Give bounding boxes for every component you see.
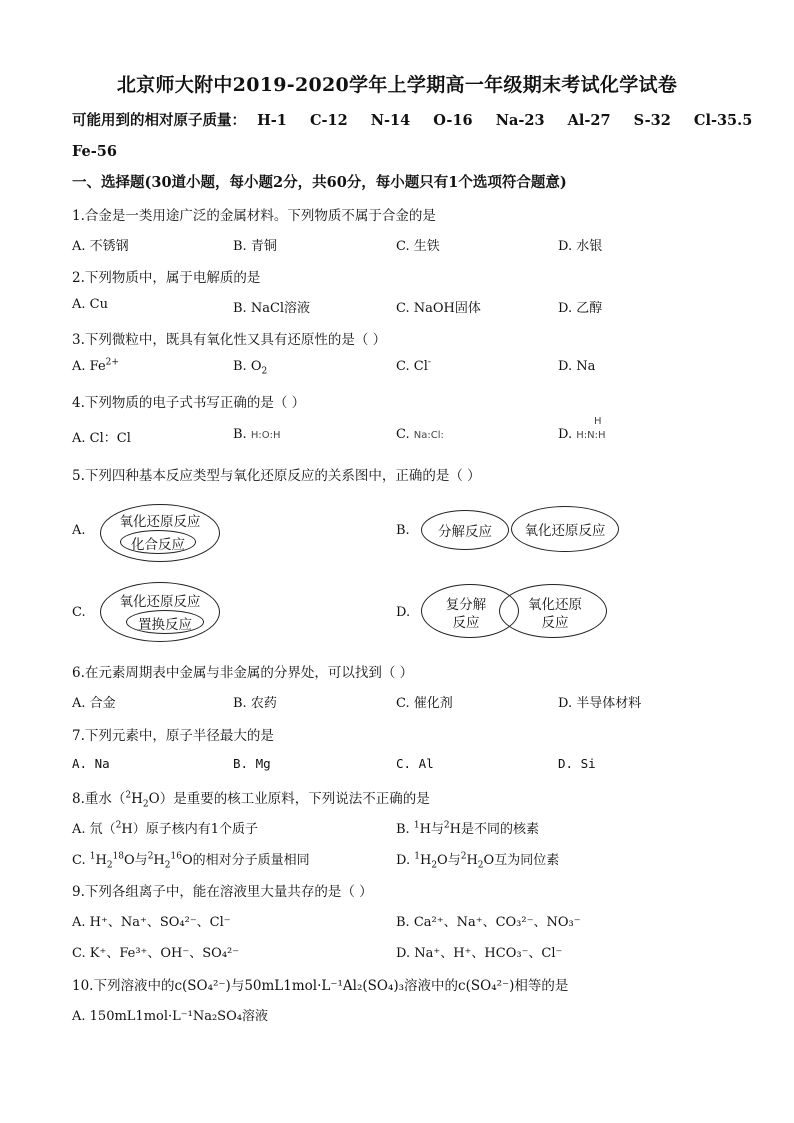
q8-b-mass-1: 1 (413, 820, 420, 831)
atomic-masses (72, 109, 752, 130)
q1-stem: 1.合金是一类用途广泛的金属材料。下列物质不属于合金的是 (72, 208, 436, 224)
q6-option-d: D. 半导体材料 (558, 696, 642, 711)
q5-b-right-label: 氧化还原反应 (524, 523, 606, 539)
q9-option-d: D. Na⁺、H⁺、HCO₃⁻、Cl⁻ (396, 946, 563, 961)
q4-option-d (558, 427, 606, 442)
q9-option-a: A. H⁺、Na⁺、SO₄²⁻、Cl⁻ (72, 915, 231, 930)
q8-d-h2: H (466, 853, 478, 868)
q8-stem-pre: 8.重水（ (72, 791, 126, 807)
q7-option-b: B. Mg (233, 756, 271, 771)
q8-b-pre: B. (396, 822, 414, 837)
q8-c-h: H (95, 853, 107, 868)
q8-d-post: O互为同位素 (483, 853, 560, 868)
q5-d-right-label-2: 反应 (541, 615, 569, 631)
q5-a-outer-label: 氧化还原反应 (119, 514, 201, 530)
q8-stem-h: H (131, 791, 143, 807)
q3-option-a (72, 359, 119, 374)
q3-option-b (233, 359, 268, 377)
q5-d-left-label-1: 复分解 (445, 597, 487, 613)
q8-b-mass-2: 2 (443, 820, 450, 831)
q8-c-sub-2: 2 (164, 860, 171, 871)
q1-option-b: B. 青铜 (233, 239, 277, 254)
q8-c-pre: C. (72, 853, 90, 868)
q8-d-mass-2: 2 (460, 851, 467, 862)
q8-d-mass-1: 1 (414, 851, 420, 862)
q8-b-post: H是不同的核素 (449, 822, 539, 837)
q2-stem: 2.下列物质中，属于电解质的是 (72, 270, 261, 286)
q7-option-c: C. Al (396, 756, 434, 771)
q5-d-right-label-1: 氧化还原 (528, 597, 582, 613)
q6-option-c: C. 催化剂 (396, 696, 453, 711)
q1-option-d: D. 水银 (558, 239, 603, 254)
q8-stem-post: O）是重要的核工业原料，下列说法不正确的是 (148, 791, 430, 807)
q8-option-a (72, 818, 258, 837)
q8-c-mass-4: 16 (170, 851, 182, 862)
q8-c-mass-2: 18 (112, 851, 125, 862)
q1-option-a: A. 不锈钢 (72, 239, 129, 254)
q8-d-mid: O与 (437, 853, 461, 868)
q8-a-pre: A. 氘（ (72, 822, 116, 837)
q3-b-subscript: 2 (261, 366, 268, 377)
q8-c-post: O的相对分子质量相同 (181, 853, 310, 868)
q5-option-d: D. (396, 605, 411, 620)
q2-option-c: C. NaOH固体 (396, 301, 481, 316)
q5-option-b: B. (396, 523, 410, 538)
q5-option-a: A. (72, 523, 86, 538)
q3-a-charge: 2+ (105, 357, 119, 368)
q9-stem: 9.下列各组离子中，能在溶液里大量共存的是（ ） (72, 884, 373, 900)
mass-na: Na-23 (495, 112, 545, 129)
section-heading: 一、选择题(30道小题，每小题2分，共60分，每小题只有1个选项符合题意) (72, 174, 567, 191)
q4-c-lewis-structure: Na꞉Cl꞉ (413, 430, 444, 441)
q3-option-d: D. Na (558, 359, 596, 374)
mass-n: N-14 (370, 112, 411, 129)
q7-stem: 7.下列元素中，原子半径最大的是 (72, 728, 274, 744)
q6-option-a: A. 合金 (72, 696, 116, 711)
q8-stem (72, 787, 430, 810)
q2-option-b: B. NaCl溶液 (233, 301, 311, 316)
q8-c-sub-1: 2 (106, 860, 113, 871)
q2-option-d: D. 乙醇 (558, 301, 603, 316)
q8-d-sub-2: 2 (477, 860, 484, 871)
q8-c-h2: H (153, 853, 165, 868)
q8-option-d (396, 849, 560, 871)
q9-option-c: C. K⁺、Fe³⁺、OH⁻、SO₄²⁻ (72, 946, 240, 961)
mass-o: O-16 (433, 112, 473, 129)
q8-d-h: H (419, 853, 432, 868)
q8-stem-subscript: 2 (142, 799, 149, 810)
q4-b-label: B. (233, 427, 247, 442)
q7-option-d: D. Si (558, 756, 596, 771)
q4-stem: 4.下列物质的电子式书写正确的是（ ） (72, 395, 306, 411)
exam-title: 北京师大附中2019-2020学年上学期高一年级期末考试化学试卷 (116, 74, 678, 96)
q8-c-mass-1: 1 (89, 851, 96, 862)
mass-fe: Fe-56 (72, 143, 117, 160)
q3-a-text: A. Fe (72, 359, 106, 374)
q5-c-outer-label: 氧化还原反应 (119, 594, 201, 610)
q4-d-lewis-top-h: H (594, 416, 602, 427)
q3-option-c (396, 359, 431, 374)
q8-a-mass: 2 (115, 820, 122, 831)
q5-b-left-label: 分解反应 (438, 524, 492, 540)
q5-d-left-label-2: 反应 (452, 615, 480, 631)
q5-a-inner-label: 化合反应 (131, 537, 185, 553)
q8-b-mid: H与 (419, 822, 444, 837)
q5-stem: 5.下列四种基本反应类型与氧化还原反应的关系图中，正确的是（ ） (72, 468, 481, 484)
q4-d-lewis-structure: H꞉N꞉H (576, 430, 606, 441)
q8-a-post: H）原子核内有1个质子 (121, 822, 258, 837)
q8-d-sub-1: 2 (431, 860, 438, 871)
q4-b-lewis-structure: H꞉O꞉H (250, 430, 281, 441)
q6-option-b: B. 农药 (233, 696, 277, 711)
q8-option-c (72, 849, 310, 871)
q4-option-a: A. Cl：Cl (72, 431, 131, 446)
q9-option-b: B. Ca²⁺、Na⁺、CO₃²⁻、NO₃⁻ (396, 915, 581, 930)
q5-option-c: C. (72, 605, 86, 620)
q8-stem-mass: 2 (125, 790, 132, 801)
q6-stem: 6.在元素周期表中金属与非金属的分界处，可以找到（ ） (72, 665, 414, 681)
q8-c-o: O与 (124, 853, 148, 868)
q8-d-pre: D. (396, 853, 415, 868)
q3-stem: 3.下列微粒中，既具有氧化性又具有还原性的是（ ） (72, 332, 387, 348)
atomic-masses-label: 可能用到的相对原子质量： (72, 112, 246, 129)
q3-c-text: C. Cl (396, 359, 428, 374)
q4-option-c (396, 427, 444, 442)
q8-option-b (396, 818, 539, 837)
q2-option-a: A. Cu (72, 297, 108, 312)
q3-b-text: B. O (233, 359, 262, 374)
q3-c-charge: - (427, 357, 431, 368)
mass-cl: Cl-35.5 (693, 112, 753, 129)
q1-option-c: C. 生铁 (396, 239, 440, 254)
q4-c-label: C. (396, 427, 410, 442)
q4-option-b (233, 427, 280, 442)
mass-c: C-12 (309, 112, 348, 129)
q10-option-a: A. 150mL1mol·L⁻¹Na₂SO₄溶液 (72, 1009, 268, 1024)
q4-d-label: D. (558, 427, 573, 442)
q8-c-mass-3: 2 (147, 851, 154, 862)
mass-al: Al-27 (567, 112, 611, 129)
q7-option-a: A. Na (72, 756, 110, 771)
q10-stem: 10.下列溶液中的c(SO₄²⁻)与50mL1mol·L⁻¹Al₂(SO₄)₃溶液中的c(SO₄²⁻)相等的是 (72, 978, 569, 994)
q5-c-inner-label: 置换反应 (138, 617, 192, 633)
mass-h: H-1 (257, 112, 287, 129)
mass-s: S-32 (633, 112, 671, 129)
